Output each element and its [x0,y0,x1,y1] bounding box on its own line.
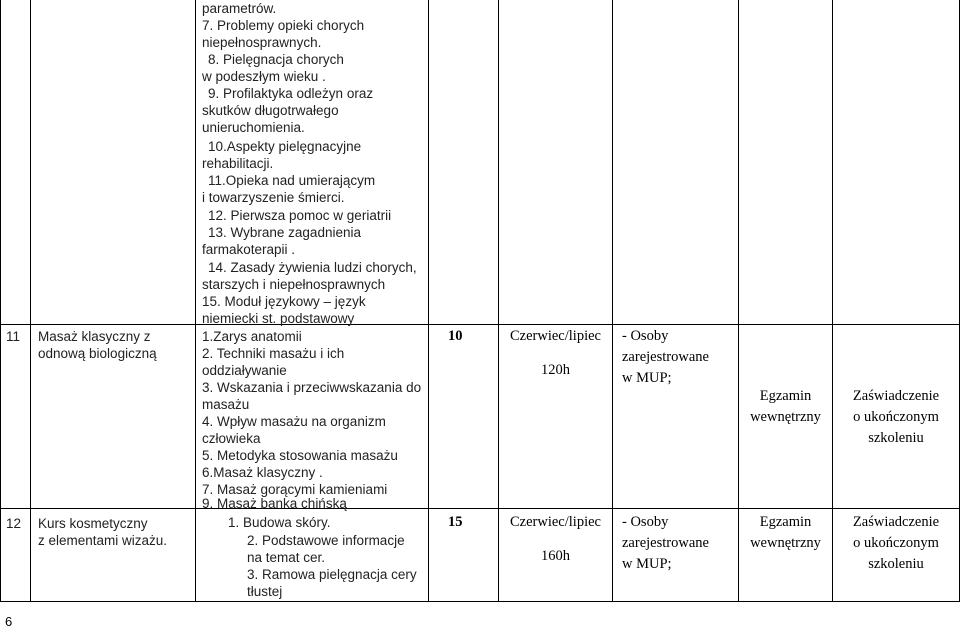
program-line: 1.Zarys anatomii [202,329,302,344]
program-line: 7. Masaż gorącymi kamieniami [202,482,388,497]
term: Czerwiec/lipiec [510,514,601,530]
program-line: skutków długotrwałego [202,103,339,118]
program-line: 2. Techniki masażu i ich [202,346,345,361]
program-line: 5. Metodyka stosowania masażu [202,448,398,463]
recruitment-line: w MUP; [622,556,672,572]
program-line: oddziaływanie [202,363,287,378]
program-line: człowieka [202,431,261,446]
program-line: masażu [202,397,250,412]
program-line: 3. Ramowa pielęgnacja cery [247,567,417,582]
hours: 160h [541,548,570,564]
column-divider [428,0,429,602]
row-divider [0,324,960,325]
program-line: starszych i niepełnosprawnych [202,277,386,292]
column-divider [195,0,196,602]
certificate-line: szkoleniu [868,556,924,572]
program-line: tłustej [247,584,283,599]
program-line: 8. Pielęgnacja chorych [208,52,344,67]
program-line: niepełnosprawnych. [202,35,322,50]
course-name-line: odnową biologiczną [38,346,157,361]
program-line: niemiecki st. podstawowy [202,311,355,326]
program-line: 15. Moduł językowy – język [202,294,366,309]
row-number: 12 [6,516,22,531]
recruitment-line: w MUP; [622,370,672,386]
table-border-left [0,0,1,602]
program-line: unieruchomienia. [202,120,305,135]
program-line: 1. Budowa skóry. [228,515,331,530]
page-number: 6 [5,614,13,629]
row-divider [0,508,960,509]
program-line: 13. Wybrane zagadnienia [208,225,361,240]
program-line: na temat cer. [247,550,326,565]
program-line: 6.Masaż klasyczny . [202,465,323,480]
exam-line: wewnętrzny [750,409,821,425]
column-divider [612,0,613,602]
program-line: 2. Podstawowe informacje [247,533,405,548]
certificate-line: o ukończonym [853,409,939,425]
program-line: parametrów. [202,1,277,16]
exam-line: Egzamin [759,388,812,404]
recruitment-line: - Osoby [622,514,669,530]
hours: 120h [541,362,570,378]
recruitment-line: zarejestrowane [622,349,709,365]
program-line: 14. Zasady żywienia ludzi chorych, [208,260,417,275]
program-line: 4. Wpływ masażu na organizm [202,414,386,429]
program-line: 9. Masaż banka chińską [202,496,347,511]
certificate-line: szkoleniu [868,430,924,446]
program-line: w podeszłym wieku . [202,69,326,84]
row-number: 11 [6,329,21,344]
program-line: farmakoterapii . [202,242,296,257]
table-border-bottom [0,601,960,602]
exam-line: wewnętrzny [750,535,821,551]
certificate-line: Zaświadczenie [852,388,940,404]
program-line: 3. Wskazania i przeciwwskazania do [202,380,422,395]
program-line: 11.Opieka nad umierającym [208,173,376,188]
program-line: 7. Problemy opieki chorych [202,18,365,33]
recruitment-line: zarejestrowane [622,535,709,551]
program-line: rehabilitacji. [202,156,274,171]
participants-count: 15 [448,514,463,530]
program-line: 9. Profilaktyka odleżyn oraz [208,86,374,101]
exam-line: Egzamin [759,514,812,530]
program-line: 10.Aspekty pielęgnacyjne [208,139,362,154]
course-name-line: Masaż klasyczny z [38,329,151,344]
term: Czerwiec/lipiec [510,328,601,344]
column-divider [30,0,31,602]
certificate-line: Zaświadczenie [852,514,940,530]
recruitment-line: - Osoby [622,328,669,344]
course-name-line: z elementami wizażu. [38,533,168,548]
certificate-line: o ukończonym [853,535,939,551]
course-name-line: Kurs kosmetyczny [38,516,148,531]
program-line: i towarzyszenie śmierci. [202,190,345,205]
participants-count: 10 [448,328,463,344]
program-line: 12. Pierwsza pomoc w geriatrii [208,208,392,223]
